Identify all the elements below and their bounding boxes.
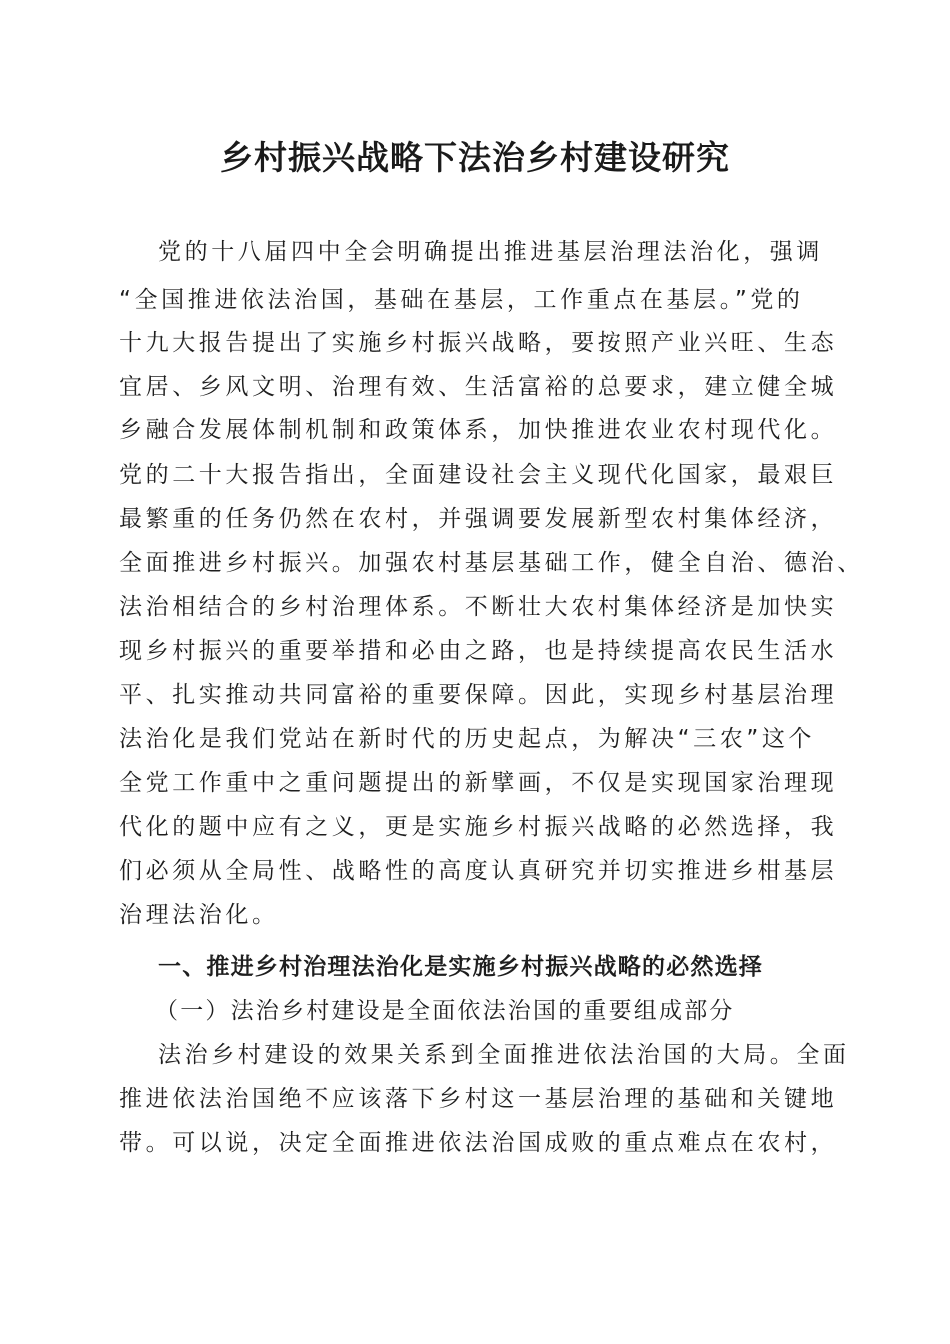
paragraph2-line: 带。可以说，决定全面推进依法治国成败的重点难点在农村， <box>119 1130 838 1156</box>
paragraph1-line: 乡融合发展体制机制和政策体系，加快推进农业农村现代化。 <box>119 417 838 443</box>
paragraph1-line: “全国推进依法治国，基础在基层，工作重点在基层。”党的 <box>119 287 804 313</box>
subsection-heading: （一）法治乡村建设是全面依法治国的重要组成部分 <box>155 998 735 1024</box>
paragraph1-line: 平、扎实推动共同富裕的重要保障。因此，实现乡村基层治理 <box>119 682 838 708</box>
paragraph1-line: 全党工作重中之重问题提出的新擘画，不仅是实现国家治理现 <box>119 770 838 796</box>
paragraph1-line: 宜居、乡风文明、治理有效、生活富裕的总要求，建立健全城 <box>119 374 838 400</box>
paragraph1-line: 代化的题中应有之义，更是实施乡村振兴战略的必然选择，我 <box>119 814 838 840</box>
paragraph1-line: 法治相结合的乡村治理体系。不断壮大农村集体经济是加快实 <box>119 594 838 620</box>
paragraph1-line: 党的十八届四中全会明确提出推进基层治理法治化，强调 <box>158 239 823 265</box>
paragraph2-line: 推进依法治国绝不应该落下乡村这一基层治理的基础和关键地 <box>119 1086 838 1112</box>
paragraph1-line: 党的二十大报告指出，全面建设社会主义现代化国家，最艰巨 <box>119 462 838 488</box>
section-heading: 一、推进乡村治理法治化是实施乡村振兴战略的必然选择 <box>158 954 763 980</box>
paragraph1-line: 现乡村振兴的重要举措和必由之路，也是持续提高农民生活水 <box>119 638 838 664</box>
paragraph1-line: 十九大报告提出了实施乡村振兴战略，要按照产业兴旺、生态 <box>119 330 838 356</box>
paragraph2-line: 法治乡村建设的效果关系到全面推进依法治国的大局。全面 <box>158 1042 850 1068</box>
document-title: 乡村振兴战略下法治乡村建设研究 <box>220 138 730 177</box>
paragraph1-line: 全面推进乡村振兴。加强农村基层基础工作，健全自治、德治、 <box>119 550 864 576</box>
paragraph1-line: 治理法治化。 <box>119 902 279 928</box>
paragraph1-line: 最繁重的任务仍然在农村，并强调要发展新型农村集体经济， <box>119 506 838 532</box>
paragraph1-line: 法治化是我们党站在新时代的历史起点，为解决“三农”这个 <box>119 726 816 752</box>
paragraph1-line: 们必须从全局性、战略性的高度认真研究并切实推进乡柑基层 <box>119 858 838 884</box>
